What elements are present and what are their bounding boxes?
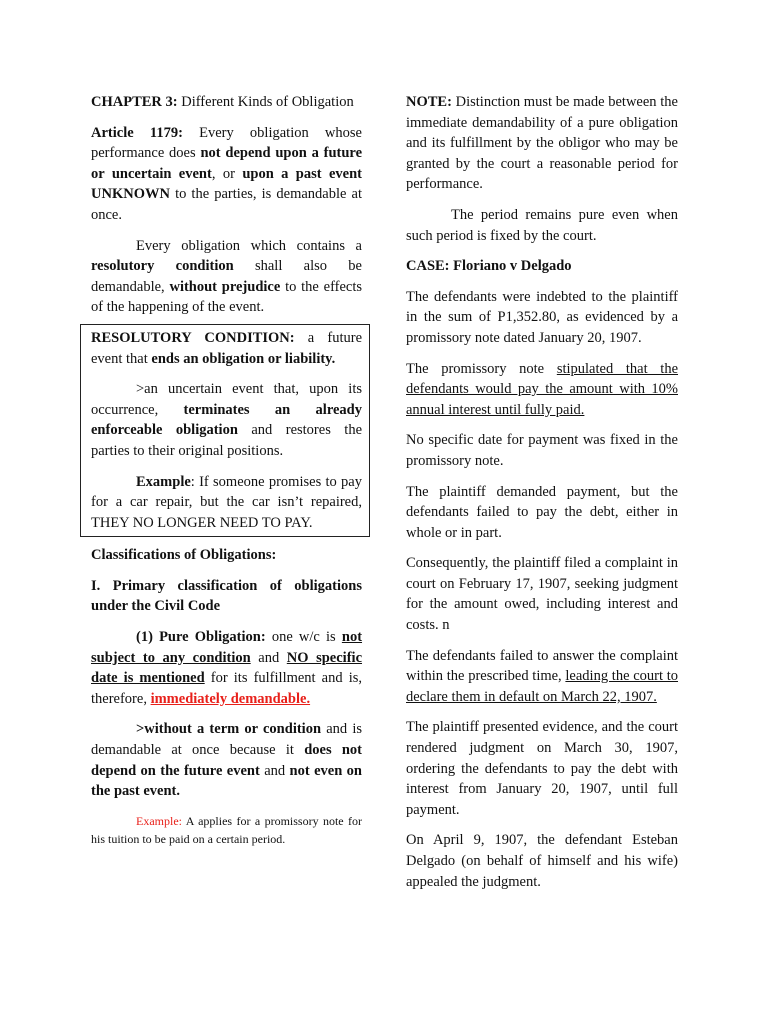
- case-paragraph-7: The plaintiff presented evidence, and the court rendered judgment on March 30, 1907, ordering the defendants to pay the debt with interest from January 20, 1907, until full payment.: [406, 719, 678, 818]
- article-1179-paragraph: [91, 123, 362, 226]
- without-emphasis: does not depend on the future event: [91, 742, 362, 779]
- small-example-text: A applies for a promissory note for his tuition to be paid on a certain period.: [91, 813, 363, 847]
- case-paragraph-6: [406, 646, 678, 708]
- case-paragraph-1: The defendants were indebted to the plaintiff in the sum of P1,352.80, as evidenced by a promissory note dated January 20, 1907.: [406, 288, 678, 346]
- box-text: and restores the parties to their original positions.: [91, 422, 363, 459]
- note-paragraph: [406, 92, 678, 195]
- small-example-paragraph: [91, 812, 362, 849]
- case-paragraph-3: No specific date for payment was fixed in the promissory note.: [406, 432, 678, 469]
- article-text: to the parties, is demandable at once.: [91, 186, 362, 223]
- case-paragraph-2: [406, 359, 678, 421]
- without-text: and: [264, 762, 286, 779]
- box-explanation: [91, 379, 362, 461]
- primary-classification-heading: [91, 576, 362, 617]
- chapter-title: Different Kinds of Obligation: [181, 94, 354, 110]
- paragraph-text: to the effects of the happening of the event.: [91, 278, 363, 316]
- case-heading: [406, 256, 678, 277]
- box-definition: [91, 328, 362, 369]
- pure-text: one w/c is: [271, 629, 336, 646]
- case-text: The promissory note: [406, 360, 545, 377]
- box-example-text: : If someone promises to pay for a car repair, but the car isn’t repaired, THEY NO LONGER NEED TO PAY.: [91, 473, 362, 531]
- pure-emphasis: not subject to any condition: [91, 629, 363, 666]
- chapter-label: CHAPTER 3:: [91, 94, 178, 110]
- pure-text: for its fulfillment and is, therefore,: [91, 670, 363, 707]
- box-example: [91, 472, 362, 534]
- case-paragraph-4: The plaintiff demanded payment, but the defendants failed to pay the debt, either in whole or in part.: [406, 483, 678, 541]
- article-emphasis: upon a past event UNKNOWN: [91, 165, 362, 203]
- without-emphasis: not even on the past event.: [91, 762, 362, 800]
- article-emphasis: not depend upon a future or uncertain event: [91, 145, 363, 182]
- case-text: The defendants failed to answer the complaint within the prescribed time,: [406, 647, 678, 685]
- pure-emphasis: NO specific date is mentioned: [91, 649, 363, 687]
- paragraph-emphasis: without prejudice: [169, 278, 281, 295]
- paragraph-emphasis: resolutory condition: [91, 258, 234, 275]
- article-text: Every obligation whose performance does: [91, 124, 362, 162]
- box-text: >an uncertain event that, upon its occurrence,: [91, 381, 362, 418]
- left-column: [91, 92, 362, 859]
- box-example-label: Example: [136, 473, 191, 490]
- without-emphasis: >without a term or condition: [136, 721, 322, 738]
- resolutory-paragraph: [91, 236, 362, 318]
- case-underlined-text: stipulated that the defendants would pay the amount with 10% annual interest until fully paid.: [406, 360, 679, 418]
- classifications-label: Classifications of Obligations:: [91, 547, 277, 564]
- resolutory-condition-box: [91, 328, 362, 533]
- article-text: , or: [211, 165, 235, 182]
- case-label: CASE: Floriano v Delgado: [406, 258, 572, 275]
- case-underlined-text: leading the court to declare them in default on March 22, 1907.: [406, 668, 679, 705]
- primary-label: I. Primary classification of obligations under the Civil Code: [91, 577, 362, 615]
- box-emphasis: terminates an already enforceable obligation: [91, 401, 362, 439]
- box-label: RESOLUTORY CONDITION:: [91, 329, 295, 346]
- case-paragraph-5: Consequently, the plaintiff filed a complaint in court on February 17, 1907, seeking judgment for the amount owed, including interest and costs. n: [406, 555, 678, 634]
- without-term-paragraph: [91, 719, 362, 801]
- right-column: [406, 92, 678, 902]
- classifications-heading: [91, 545, 362, 566]
- period-paragraph: The period remains pure even when such period is fixed by the court.: [406, 206, 678, 244]
- paragraph-text: Every obligation which contains a: [136, 237, 362, 254]
- note-label: NOTE:: [406, 94, 452, 110]
- pure-obligation-paragraph: [91, 627, 362, 709]
- article-label: Article 1179:: [91, 124, 183, 141]
- box-text: a future event that: [91, 329, 363, 367]
- chapter-heading: [91, 92, 362, 113]
- pure-text: and: [258, 649, 280, 666]
- paragraph-text: shall also be demandable,: [91, 258, 362, 295]
- immediately-demandable-text: immediately demandable.: [150, 690, 311, 707]
- small-example-label: Example:: [136, 813, 182, 828]
- pure-label: (1) Pure Obligation:: [136, 629, 266, 646]
- box-emphasis: ends an obligation or liability.: [151, 350, 336, 367]
- case-paragraph-8: On April 9, 1907, the defendant Esteban Delgado (on behalf of himself and his wife) appealed the judgment.: [406, 832, 678, 890]
- note-text: Distinction must be made between the immediate demandability of a pure obligation and its fulfillment by the obligor who may be granted by the court a reasonable period for performance.: [406, 94, 678, 193]
- without-text: and is demandable at once because it: [91, 721, 362, 759]
